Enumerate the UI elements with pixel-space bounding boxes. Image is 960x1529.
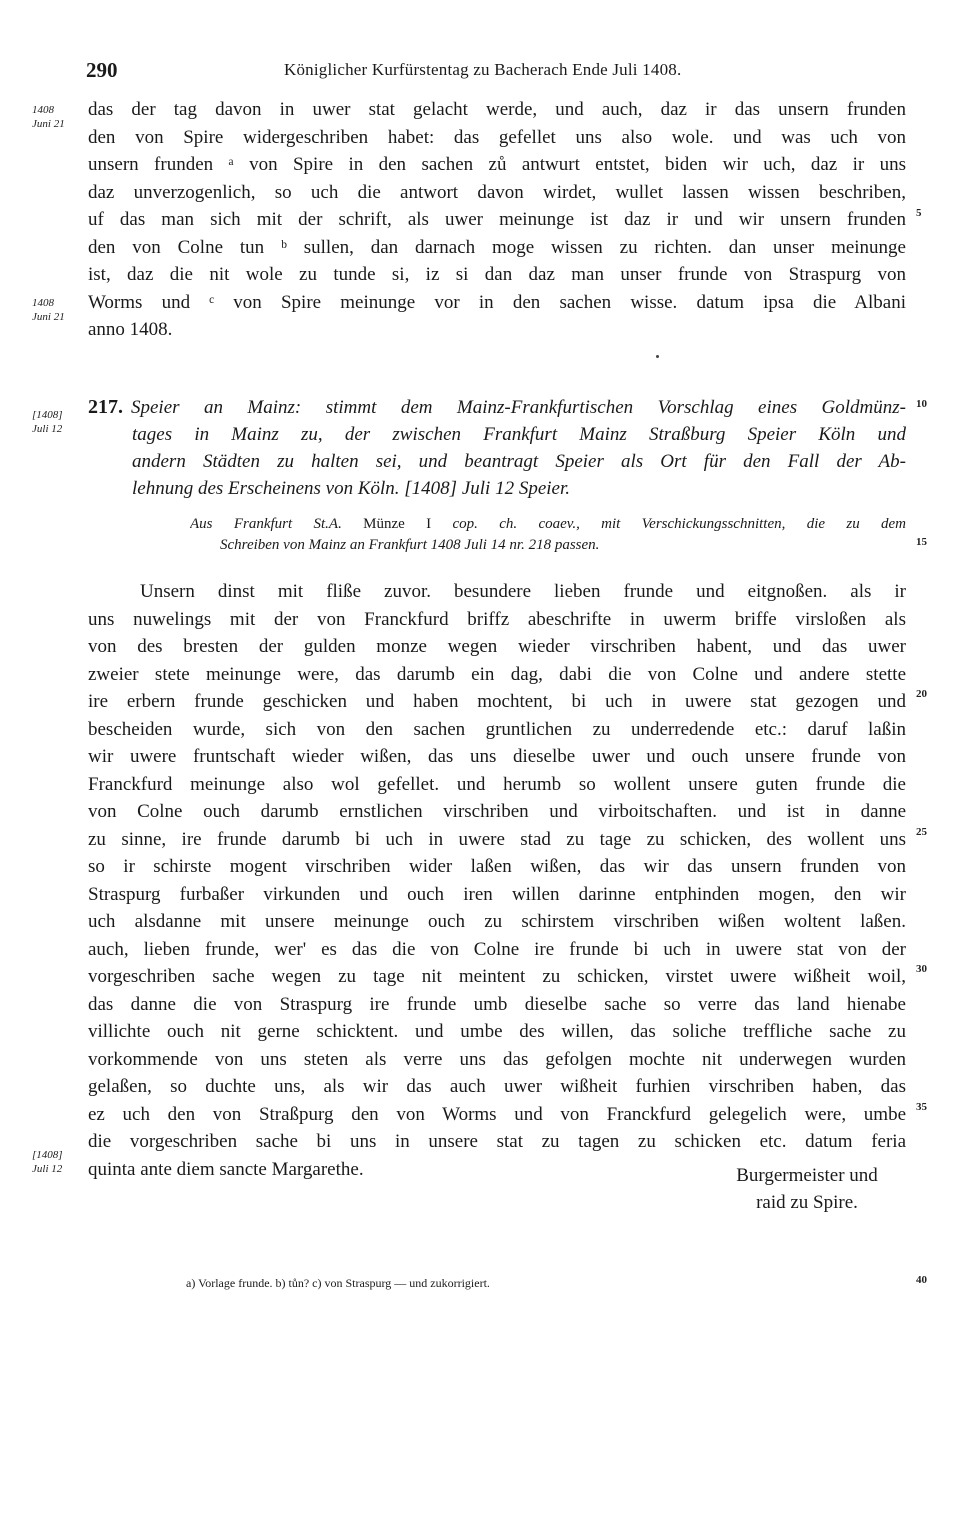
text-line: ez uch den von Straßpurg den von Worms und von Franckfurd gelegelich were, umbe [88, 1103, 906, 1125]
text-line: bescheiden wurde, sich von den sachen gruntlichen zu underredende etc.: daruf laßin [88, 718, 906, 740]
signature [712, 1162, 902, 1216]
margin-date-year: 1408 [32, 104, 54, 116]
source-fond: Münze I [363, 516, 432, 532]
heading-line: Speier an Mainz: stimmt dem Mainz-Frankfurtischen Vorschlag eines Goldmünz- [131, 397, 906, 418]
margin-date-day: Juli 12 [32, 423, 63, 435]
line-number: 20 [916, 688, 927, 700]
text-line: zweier stete meinunge were, das darumb ein dag, dabi die von Colne und andere stette [88, 663, 906, 685]
text-line: gelaßen, so duchte uns, als wir das auch uwer wißheit furhien virschriben haben, das [88, 1076, 906, 1097]
margin-date [32, 296, 65, 324]
text-line: vorgeschriben sache wegen zu tage nit meintent zu schicken, virstet uwere wißheit woil, [88, 966, 906, 987]
line-number: 15 [916, 536, 927, 548]
text-line: ire erbern frunde geschicken und haben mochtent, bi uch in uwere stat gezogen und [88, 691, 906, 712]
source-line: Schreiben von Mainz an Frankfurt 1408 Juli 14 nr. 218 passen. [220, 537, 600, 553]
text-line: villichte ouch nit gerne schicktent. und umbe des willen, das soliche treffliche sache zu [88, 1021, 906, 1042]
letter-body [88, 578, 906, 1183]
text-line: uf das man sich mit der schrift, als uwer meinunge ist daz ir und wir unsern frunden [88, 209, 906, 230]
footnotes: a) Vorlage frunde. b) tůn? c) von Straspurg — und zukorrigiert. [186, 1276, 490, 1290]
running-head: Königlicher Kurfürstentag zu Bacherach Ende Juli 1408. [284, 60, 682, 79]
document-heading [88, 394, 906, 502]
text-line: Franckfurd meinunge also wol gefellet. und herumb so wollent unsere guten frunde die [88, 773, 906, 795]
text-line: daz unverzogenlich, so uch die antwort davon wirdet, wullet lassen wissen beschriben, [88, 181, 906, 203]
margin-date [32, 1148, 63, 1176]
text-line: das der tag davon in uwer stat gelacht werde, und auch, daz ir das unsern frunden [88, 99, 906, 120]
text-line: den von Spire widergeschriben habet: das gefellet uns also wole. und was uch von [88, 126, 906, 148]
page-number: 290 [86, 58, 118, 82]
signature-line: Burgermeister und [736, 1165, 878, 1186]
source-note [190, 514, 906, 556]
text-line: zu sinne, ire frunde darumb bi uch in uwere stad zu tage zu schicken, des wollent uns [88, 828, 906, 850]
line-number: 30 [916, 963, 927, 975]
text-line: ist, daz die nit wole zu tunde si, iz si dan daz man unser frunde von Straspurg von [88, 264, 906, 285]
source-description: cop. ch. coaev., mit Verschickungsschnitten, die zu dem [452, 516, 906, 532]
line-number: 5 [916, 207, 922, 219]
line-number: 35 [916, 1101, 927, 1113]
document-number: 217. [88, 396, 123, 418]
text-line: auch, lieben frunde, wer' es das die von Colne ire frunde bi uch in uwere stat von der [88, 938, 906, 960]
signature-line: raid zu Spire. [756, 1192, 858, 1213]
line-number: 25 [916, 826, 927, 838]
text-line: uns nuwelings mit der von Franckfurd briffz abeschrifte in uwerm briffe virsloßen als [88, 608, 906, 630]
line-number: 40 [916, 1274, 927, 1286]
line-number: 10 [916, 398, 927, 410]
text-line: anno 1408. [88, 319, 173, 340]
text-line: wir uwere fruntschaft wieder wißen, das uns dieselbe uwer und ouch unsere frunde von [88, 746, 906, 767]
text-line: von Colne ouch darumb ernstlichen virschriben und virboitschaften. und ist in danne [88, 801, 906, 822]
margin-date-day: Juli 12 [32, 1163, 63, 1175]
margin-date-year: 1408 [32, 297, 54, 309]
margin-date-day: Juni 21 [32, 311, 65, 323]
text-line: Straspurg furbaßer virkunden und ouch iren willen darinne entphinden mogen, den wir [88, 883, 906, 905]
margin-date [32, 103, 65, 131]
text-line: das danne die von Straspurg ire frunde umb dieselbe sache so verre das land hienabe [88, 993, 906, 1015]
text-line: von des bresten der gulden monze wegen wieder virschriben habent, und das uwer [88, 636, 906, 657]
heading-line: andern Städten zu halten sei, und beantragt Speier als Ort für den Fall der Ab- [132, 451, 906, 472]
continued-letter-text [88, 96, 906, 344]
text-line: Unsern dinst mit fliße zuvor. besundere lieben frunde und eitgnoßen. als ir [140, 581, 906, 602]
text-line: Worms und ᶜ von Spire meinunge vor in den sachen wisse. datum ipsa die Albani [88, 291, 906, 313]
text-line: uch alsdanne mit unsere meinunge ouch zu schirstem virschriben wißen woltent laßen. [88, 911, 906, 932]
heading-line: lehnung des Erscheinens von Köln. [1408] Juli 12 Speier. [132, 478, 571, 499]
margin-date-year: [1408] [32, 409, 63, 421]
text-line: den von Colne tun ᵇ sullen, dan darnach moge wissen zu richten. dan unser meinunge [88, 236, 906, 258]
stray-mark [656, 355, 659, 358]
heading-line: tages in Mainz zu, der zwischen Frankfurt Mainz Straßburg Speier Köln und [132, 424, 906, 445]
margin-date-day: Juni 21 [32, 118, 65, 130]
text-line: unsern frunden ᵃ von Spire in den sachen zů antwurt entstet, biden wir uch, daz ir uns [88, 154, 906, 175]
text-line: quinta ante diem sancte Margarethe. [88, 1158, 364, 1180]
text-line: die vorgeschriben sache bi uns in unsere stat zu tagen zu schicken etc. datum feria [88, 1131, 906, 1152]
margin-date-year: [1408] [32, 1149, 63, 1161]
page-header [86, 58, 906, 88]
text-line: so ir schirste mogent virschriben wider laßen wißen, das wir das unsern frunden von [88, 856, 906, 877]
source-archive: Aus Frankfurt St.A. [190, 516, 342, 532]
margin-date [32, 408, 63, 436]
text-line: vorkommende von uns steten als verre uns das gefolgen mochte nit underwegen wurden [88, 1048, 906, 1070]
